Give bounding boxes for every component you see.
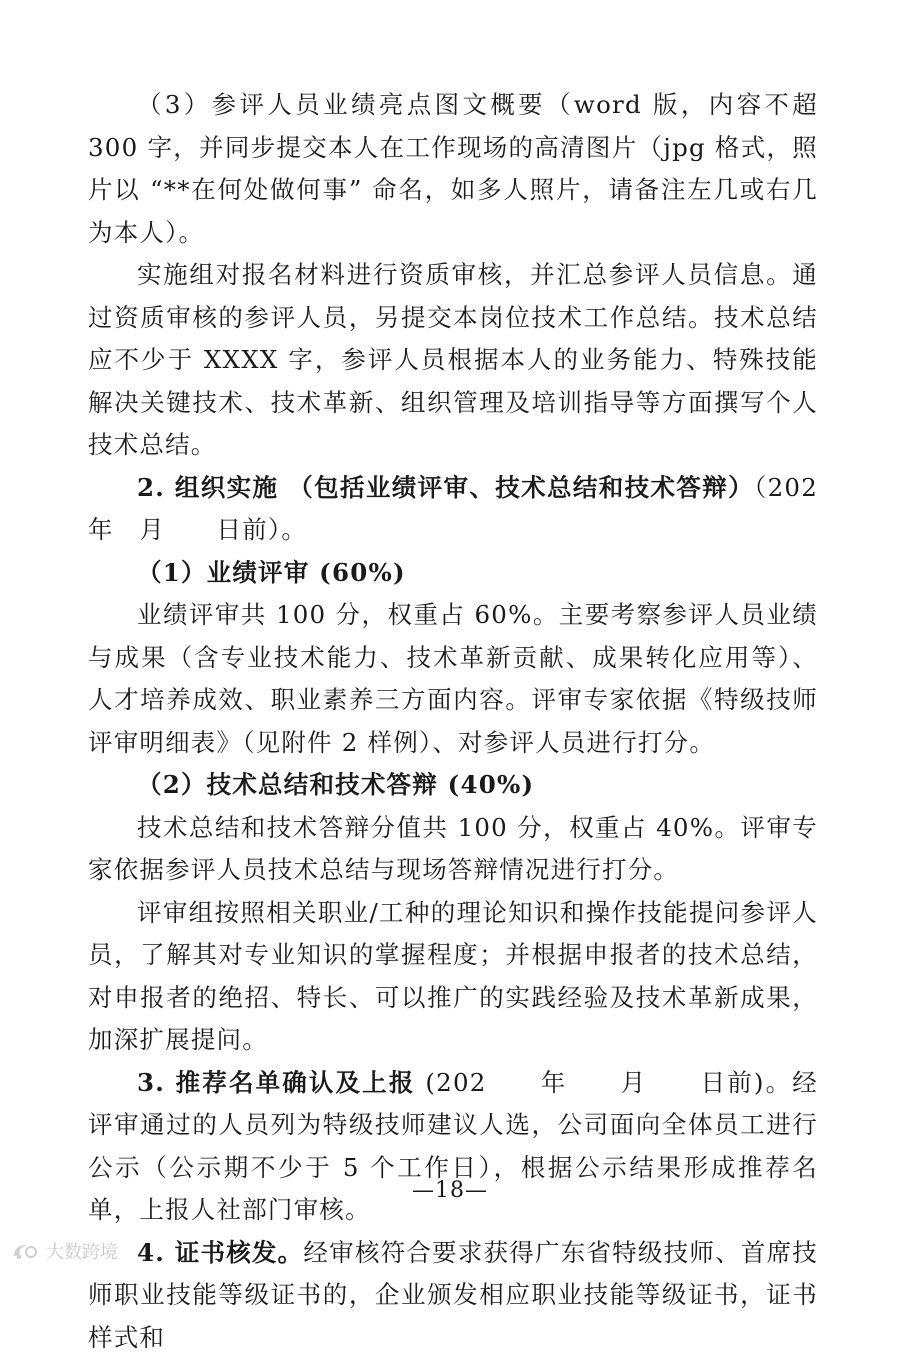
text-segment: 实施组对报名材料进行资质审核，并汇总参评人员信息。通过资质审核的参评人员，另提交本岗位技术工作总结。技术总结应不少于 XXXX 字，参评人员根据本人的业务能力、特殊技能解决关键技术、技术革新、组织管理及培训指导等方面撰写个人技术总结。	[88, 260, 818, 459]
text-segment: （2）技术总结和技术答辩 (40%)	[137, 770, 534, 799]
text-segment: 业绩评审共 100 分，权重占 60%。主要考察参评人员业绩与成果（含专业技术能力、技术革新贡献、成果转化应用等）、人才培养成效、职业素养三方面内容。评审专家依据《特级技师评审明细表》（见附件 2 样例）、对参评人员进行打分。	[88, 600, 818, 757]
paragraph-attachment-summary	[88, 84, 818, 254]
text-segment: 3. 推荐名单确认及上报	[137, 1068, 415, 1097]
text-segment: 4. 证书核发。	[137, 1238, 303, 1267]
paragraph-organize-implementation	[88, 467, 818, 552]
text-segment: (202 年 月 日前)。经评审通过的人员列为特级技师建议人选，公司面向全体员工进行公示（公示期不少于 5 个工作日），根据公示结果形成推荐名单，上报人社部门审核。	[88, 1068, 818, 1225]
watermark-text: 大数跨境	[46, 1238, 118, 1264]
text-segment: 2. 组织实施 （包括业绩评审、技术总结和技术答辩）	[137, 473, 754, 502]
paragraph-review-questions	[88, 892, 818, 1062]
text-segment: （202 年 月 日前）。	[88, 473, 869, 545]
text-segment: 经审核符合要求获得广东省特级技师、首席技师职业技能等级证书的，企业颁发相应职业技能等级证书，证书样式和	[88, 1238, 818, 1352]
heading-technical-summary-defense	[88, 764, 818, 807]
watermark	[10, 1238, 118, 1264]
heading-performance-review	[88, 552, 818, 595]
brand-logo-icon	[10, 1240, 40, 1262]
text-segment: 技术总结和技术答辩分值共 100 分，权重占 40%。评审专家依据参评人员技术总结与现场答辩情况进行打分。	[88, 813, 818, 885]
paragraph-certificate-issuance	[88, 1232, 818, 1359]
paragraph-recommendation-list	[88, 1062, 818, 1232]
paragraph-performance-review	[88, 594, 818, 764]
paragraph-technical-summary-score	[88, 807, 818, 892]
page-number: —18—	[0, 1178, 900, 1203]
text-segment: （1）业绩评审 (60%)	[137, 558, 406, 587]
text-segment: 评审组按照相关职业/工种的理论知识和操作技能提问参评人员，了解其对专业知识的掌握程度；并根据申报者的技术总结，对申报者的绝招、特长、可以推广的实践经验及技术革新成果，加深扩展提问。	[88, 898, 818, 1055]
document-body	[88, 84, 818, 1359]
text-segment: （3）参评人员业绩亮点图文概要（word 版，内容不超 300 字，并同步提交本人在工作现场的高清图片（jpg 格式，照片以 “**在何处做何事” 命名，如多人照片，请备注左几或右几为本人）。	[88, 90, 818, 247]
paragraph-qualification-review	[88, 254, 818, 467]
